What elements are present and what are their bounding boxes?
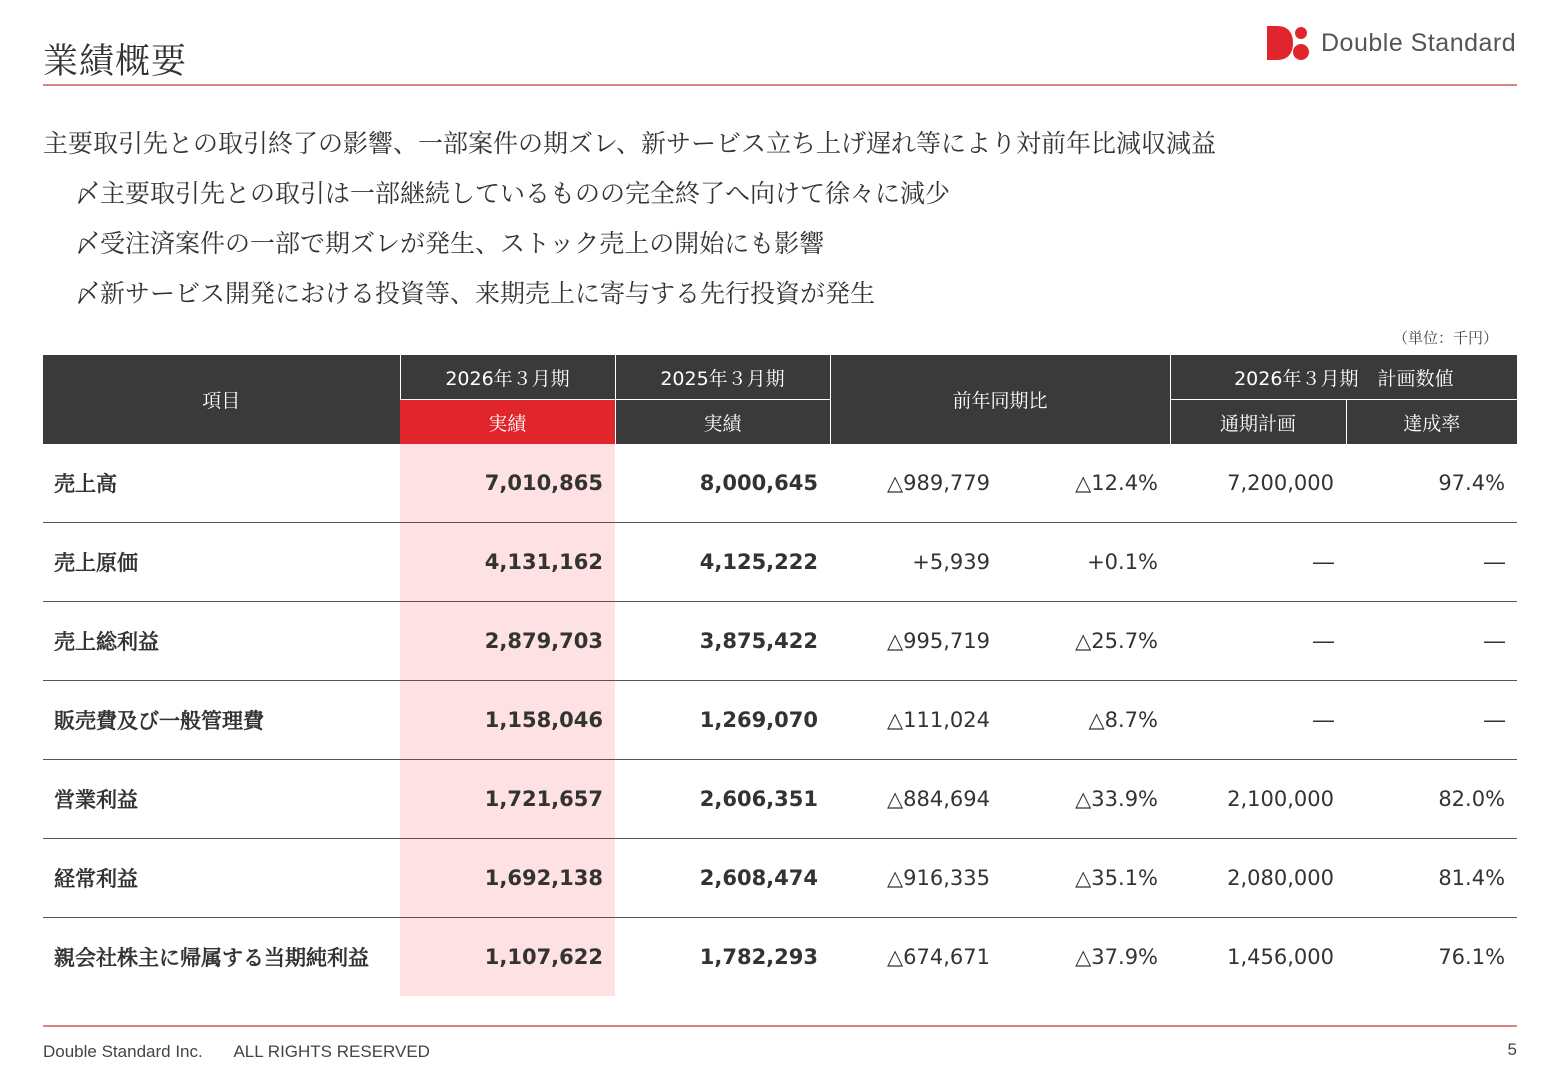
cell-diff: △995,719 [830,602,1002,681]
page-number: 5 [1507,1040,1517,1059]
row-item: 販売費及び一般管理費 [43,681,400,760]
cell-plan: 2,100,000 [1170,760,1346,839]
cell-prior: 4,125,222 [615,523,830,602]
table-row [43,918,1517,997]
cell-pct: △33.9% [1002,760,1170,839]
summary-point: 〆受注済案件の一部で期ズレが発生、ストック売上の開始にも影響 [75,229,825,258]
cell-diff: △111,024 [830,681,1002,760]
cell-pct: △8.7% [1002,681,1170,760]
cell-pct: △12.4% [1002,444,1170,523]
summary-point: 〆主要取引先との取引は一部継続しているものの完全終了へ向けて徐々に減少 [75,179,951,208]
cell-plan: 2,080,000 [1170,839,1346,918]
logo-wordmark: Double Standard [1321,28,1517,57]
header-current-actual: 実績 [400,400,615,445]
cell-achievement: 82.0% [1346,760,1517,839]
cell-current: 7,010,865 [400,444,615,523]
footer-rights: ALL RIGHTS RESERVED [233,1042,430,1061]
cell-pct: △35.1% [1002,839,1170,918]
header-plan: 通期計画 [1170,400,1346,445]
row-item: 売上総利益 [43,602,400,681]
cell-prior: 8,000,645 [615,444,830,523]
cell-current: 1,107,622 [400,918,615,997]
cell-pct: +0.1% [1002,523,1170,602]
cell-prior: 2,606,351 [615,760,830,839]
table-row [43,523,1517,602]
header-yoy: 前年同期比 [830,355,1170,444]
double-standard-logo-icon [1265,24,1309,62]
cell-plan: 1,456,000 [1227,945,1335,969]
cell-achievement: ― [1346,523,1517,602]
row-item: 売上原価 [43,523,400,602]
header-prior-period: 2025年３月期 [615,355,830,400]
summary-headline: 主要取引先との取引終了の影響、一部案件の期ズレ、新サービス立ち上げ遅れ等により対前年比減収減益 [43,129,1217,158]
footer-divider [43,1025,1517,1027]
cell-achievement: 81.4% [1346,839,1517,918]
cell-achievement: ― [1346,681,1517,760]
cell-current: 1,692,138 [400,839,615,918]
cell-prior: 1,782,293 [699,945,818,969]
header-current-period: 2026年３月期 [400,355,615,400]
cell-plan: ― [1170,681,1346,760]
unit-note: （単位：千円） [1392,329,1498,347]
row-item: 経常利益 [43,839,400,918]
summary-block [43,126,1216,326]
header-prior-actual: 実績 [615,400,830,445]
cell-prior: 3,875,422 [615,602,830,681]
row-item: 親会社株主に帰属する当期純利益 [54,946,369,970]
cell-diff: △884,694 [830,760,1002,839]
cell-achievement: 97.4% [1346,444,1517,523]
company-logo [1265,24,1516,62]
cell-plan: 7,200,000 [1170,444,1346,523]
cell-achievement: 76.1% [1438,945,1506,969]
results-table [43,355,1517,996]
summary-point: 〆新サービス開発における投資等、来期売上に寄与する先行投資が発生 [75,279,876,308]
row-item: 営業利益 [43,760,400,839]
header-item: 項目 [43,355,400,444]
table-row [43,681,1517,760]
cell-plan: ― [1170,602,1346,681]
table-row [43,602,1517,681]
cell-diff: △674,671 [887,945,990,969]
cell-plan: ― [1170,523,1346,602]
cell-pct: △25.7% [1002,602,1170,681]
header-achievement: 達成率 [1346,400,1517,445]
footer-company: Double Standard Inc. [43,1042,203,1061]
cell-achievement: ― [1346,602,1517,681]
cell-prior: 1,269,070 [615,681,830,760]
cell-pct: △37.9% [1075,945,1159,969]
cell-diff: △989,779 [830,444,1002,523]
header-plan-group: 2026年３月期 計画数値 [1170,355,1517,400]
header-divider [43,84,1517,86]
table-row [43,839,1517,918]
row-item: 売上高 [43,444,400,523]
cell-current: 4,131,162 [400,523,615,602]
cell-current: 1,158,046 [400,681,615,760]
cell-diff: +5,939 [830,523,1002,602]
cell-current: 1,721,657 [400,760,615,839]
cell-current: 2,879,703 [400,602,615,681]
table-row [43,444,1517,523]
cell-diff: △916,335 [830,839,1002,918]
cell-prior: 2,608,474 [615,839,830,918]
page-title: 業績概要 [43,42,188,82]
table-row [43,760,1517,839]
footer [43,1042,430,1062]
